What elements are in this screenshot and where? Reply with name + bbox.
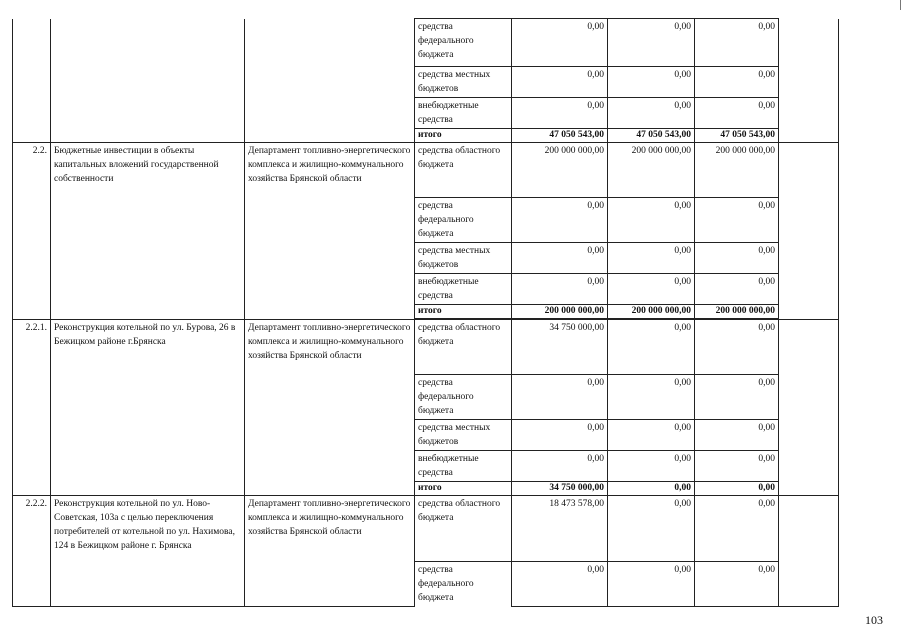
table-row-total: итого 200 000 000,00 200 000 000,00 200 000 000,00 [13,305,839,319]
table-row: внебюджетные средства 0,00 0,00 0,00 [13,451,839,482]
table-row: средства федерального бюджета 0,00 0,00 0,00 [13,198,839,243]
table-row-total: итого 47 050 543,00 47 050 543,00 47 050 543,00 [13,129,839,143]
item-executor: Департамент топливно-энергетического комплекса и жилищно-коммунального хозяйства Брянской области [245,143,415,320]
item-number: 2.2.2. [13,496,51,607]
budget-table [12,18,839,607]
table-row: 2.2. Бюджетные инвестиции в объекты капитальных вложений государственной собственности Департамент топливно-энергетического комплекса и жилищно-коммунального хозяйства Брянской области средства областного бюджета 200 000 000,00 200 000 000,00 200 000 000,00 [13,143,839,198]
table-row: средства местных бюджетов 0,00 0,00 0,00 [13,420,839,451]
source-label: внебюджетные средства [415,98,512,129]
item-name: Реконструкция котельной по ул. Ново-Советская, 103а с целью переключения потребителей от котельной по ул. Нахимова, 124 в Бежицком районе г. Брянска [51,496,245,607]
item-name: Бюджетные инвестиции в объекты капитальных вложений государственной собственности [51,143,245,320]
table-row: внебюджетные средства 0,00 0,00 0,00 [13,98,839,129]
item-name: Реконструкция котельной по ул. Бурова, 26 в Бежицком районе г.Брянска [51,320,245,496]
item-number: 2.2.1. [13,320,51,496]
table-row: средства местных бюджетов 0,00 0,00 0,00 [13,243,839,274]
table-row: средства федерального бюджета 0,00 0,00 0,00 [13,375,839,420]
item-number: 2.2. [13,143,51,320]
source-label: средства федерального бюджета [415,19,512,67]
table-row: 2.2.1. Реконструкция котельной по ул. Бурова, 26 в Бежицком районе г.Брянска Департамент топливно-энергетического комплекса и жилищно-коммунального хозяйства Брянской области средства областного бюджета 34 750 000,00 0,00 0,00 [13,320,839,375]
table-row: 2.2.2. Реконструкция котельной по ул. Ново-Советская, 103а с целью переключения потребителей от котельной по ул. Нахимова, 124 в Бежицком районе г. Брянска Департамент топливно-энергетического комплекса и жилищно-коммунального хозяйства Брянской области средства областного бюджета 18 473 578,00 0,00 0,00 [13,496,839,562]
item-executor: Департамент топливно-энергетического комплекса и жилищно-коммунального хозяйства Брянской области [245,496,415,607]
scan-edge-mark [900,0,901,10]
item-executor: Департамент топливно-энергетического комплекса и жилищно-коммунального хозяйства Брянской области [245,320,415,496]
table-row-total: итого 34 750 000,00 0,00 0,00 [13,482,839,496]
source-label: средства местных бюджетов [415,67,512,98]
page-number: 103 [865,613,883,627]
table-row: внебюджетные средства 0,00 0,00 0,00 [13,274,839,305]
table-row: средства федерального бюджета 0,00 0,00 0,00 [13,19,839,67]
table-row: средства местных бюджетов 0,00 0,00 0,00 [13,67,839,98]
table-row: средства федерального бюджета 0,00 0,00 0,00 [13,562,839,607]
